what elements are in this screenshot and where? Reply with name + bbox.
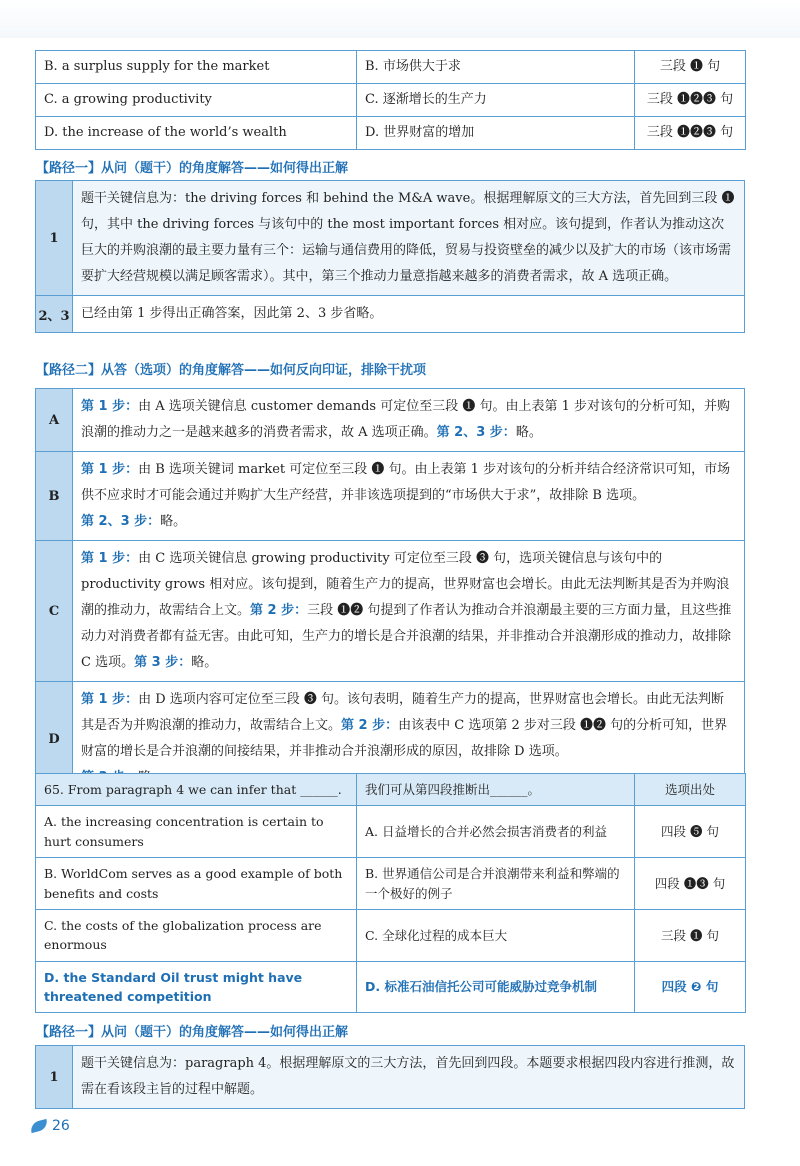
top-header-strip: [0, 0, 800, 38]
option-source: 四段 ❺ 句: [635, 806, 746, 858]
page-footer: [30, 1118, 70, 1134]
route-one-box: [35, 1045, 745, 1109]
route-one-title: 【路径一】从问（题干）的角度解答——如何得出正解: [36, 1025, 349, 1040]
option-analysis-row: [36, 389, 744, 451]
step-label: 1: [36, 181, 73, 295]
options-table-65: [35, 773, 746, 1013]
option-en: D. the Standard Oil trust might have threatened competition: [36, 961, 357, 1013]
option-cn: A. 日益增长的合并必然会损害消费者的利益: [357, 806, 635, 858]
route-one-title: 【路径一】从问（题干）的角度解答——如何得出正解: [36, 161, 349, 176]
step-marker: 第 1 步：: [81, 462, 139, 477]
step-text: 由该表中 C 选项第 2 步对三段 ❶❷ 句的分析可知，世界财富的增长是合并浪潮的间接结果，并非推动合并浪潮形成的原因，故排除 D 选项。: [81, 718, 728, 759]
option-label: B: [36, 452, 73, 540]
step-label: 2、3: [36, 296, 73, 332]
option-label: C: [36, 541, 73, 681]
step-text: 题干关键信息为：the driving forces 和 behind the M&A wave。根据理解原文的三大方法，首先回到三段 ❶ 句，其中 the driving forces 与该句中的 the most important forces 相对应。该句提到，作者认为推动这次巨大的并购浪潮的最主要力量有三个：运输与通信费用的降低，贸易与投资壁垒的减少以及扩大的市场（该市场需要扩大经营规模以满足顾客需求）。其中，第三个推动力量意指越来越多的消费者需求，故 A 选项正确。: [73, 181, 744, 295]
option-cn: B. 市场供大于求: [357, 51, 635, 84]
step-marker: 第 2 步：: [250, 603, 308, 618]
option-en: C. a growing productivity: [36, 84, 357, 117]
table-row: [36, 117, 746, 150]
route-two-box: [35, 388, 745, 797]
step-marker: 第 2、3 步：: [436, 425, 516, 440]
step-text: 三段 ❶❷ 句提到了作者认为推动合并浪潮最主要的三方面力量，且这些推动力对消费者都有益无害。由此可知，生产力的增长是合并浪潮的结果，并非推动合并浪潮形成的推动力，故排除 C 选项。: [81, 603, 732, 670]
option-source: 三段 ❶❷❸ 句: [635, 117, 746, 150]
source-header: 选项出处: [635, 774, 746, 806]
question-cn: 我们可从第四段推断出______。: [357, 774, 635, 806]
option-source: 四段 ❶❸ 句: [635, 858, 746, 910]
route-one-box: [35, 180, 745, 333]
step-row: [36, 295, 744, 332]
option-source: 三段 ❶❷❸ 句: [635, 84, 746, 117]
option-source: 四段 ❷ 句: [635, 961, 746, 1013]
table-row: [36, 858, 746, 910]
question-en: 65. From paragraph 4 we can infer that ______.: [36, 774, 357, 806]
step-text: 由 C 选项关键信息 growing productivity 可定位至三段 ❸ 句，选项关键信息与该句中的 productivity grows 相对应。该句提到，随着生产力的提高，世界财富也会增长。由此无法判断其是否为并购浪潮的推动力，故需结合上文。: [81, 551, 730, 618]
option-source: 三段 ❶ 句: [635, 51, 746, 84]
table-row-correct: [36, 961, 746, 1013]
option-en: B. WorldCom serves as a good example of both benefits and costs: [36, 858, 357, 910]
option-cn: D. 标准石油信托公司可能威胁过竞争机制: [357, 961, 635, 1013]
step-text: 略。: [191, 655, 218, 670]
step-text: 已经由第 1 步得出正确答案，因此第 2、3 步省略。: [81, 306, 383, 321]
table-row: [36, 806, 746, 858]
option-label: A: [36, 389, 73, 451]
option-cn: C. 全球化过程的成本巨大: [357, 909, 635, 961]
step-row: [36, 181, 744, 295]
step-text: 由 A 选项关键信息 customer demands 可定位至三段 ❶ 句。由上表第 1 步对该句的分析可知，并购浪潮的推动力之一是越来越多的消费者需求，故 A 选项正确。: [81, 399, 731, 440]
table-row: [36, 51, 746, 84]
option-analysis-row: [36, 451, 744, 540]
page-number: 26: [52, 1118, 70, 1134]
route-two-title: 【路径二】从答（选项）的角度解答——如何反向印证，排除干扰项: [36, 363, 427, 378]
step-marker: 第 2、3 步：: [81, 514, 161, 529]
option-en: C. the costs of the globalization process are enormous: [36, 909, 357, 961]
step-marker: 第 3 步：: [134, 655, 192, 670]
table-row: [36, 909, 746, 961]
options-table-64: [35, 50, 746, 150]
option-cn: D. 世界财富的增加: [357, 117, 635, 150]
option-en: A. the increasing concentration is certain to hurt consumers: [36, 806, 357, 858]
option-label: D: [36, 682, 73, 796]
step-text: 题干关键信息为：paragraph 4。根据理解原文的三大方法，首先回到四段。本题要求根据四段内容进行推测，故需在看该段主旨的过程中解题。: [73, 1046, 744, 1108]
option-analysis-row: [36, 540, 744, 681]
option-en: D. the increase of the world’s wealth: [36, 117, 357, 150]
option-source: 三段 ❶ 句: [635, 909, 746, 961]
option-en: B. a surplus supply for the market: [36, 51, 357, 84]
leaf-icon: [29, 1119, 49, 1133]
step-label: 1: [36, 1046, 73, 1108]
step-text: 略。: [515, 425, 542, 440]
step-text: 由 D 选项内容可定位至三段 ❸ 句。该句表明，随着生产力的提高，世界财富也会增长。由此无法判断其是否为并购浪潮的推动力，故需结合上文。: [81, 692, 725, 733]
step-marker: 第 1 步：: [81, 692, 139, 707]
step-marker: 第 1 步：: [81, 399, 139, 414]
table-row: [36, 84, 746, 117]
table-header-row: [36, 774, 746, 806]
option-cn: C. 逐渐增长的生产力: [357, 84, 635, 117]
option-cn: B. 世界通信公司是合并浪潮带来利益和弊端的一个极好的例子: [357, 858, 635, 910]
step-row: [36, 1046, 744, 1108]
step-text: 略。: [160, 514, 187, 529]
step-text: 由 B 选项关键词 market 可定位至三段 ❶ 句。由上表第 1 步对该句的分析并结合经济常识可知，市场供不应求时才可能会通过并购扩大生产经营，并非该选项提到的“市场供大于求”，故排除 B 选项。: [81, 462, 731, 503]
step-marker: 第 2 步：: [341, 718, 399, 733]
step-marker: 第 1 步：: [81, 551, 139, 566]
